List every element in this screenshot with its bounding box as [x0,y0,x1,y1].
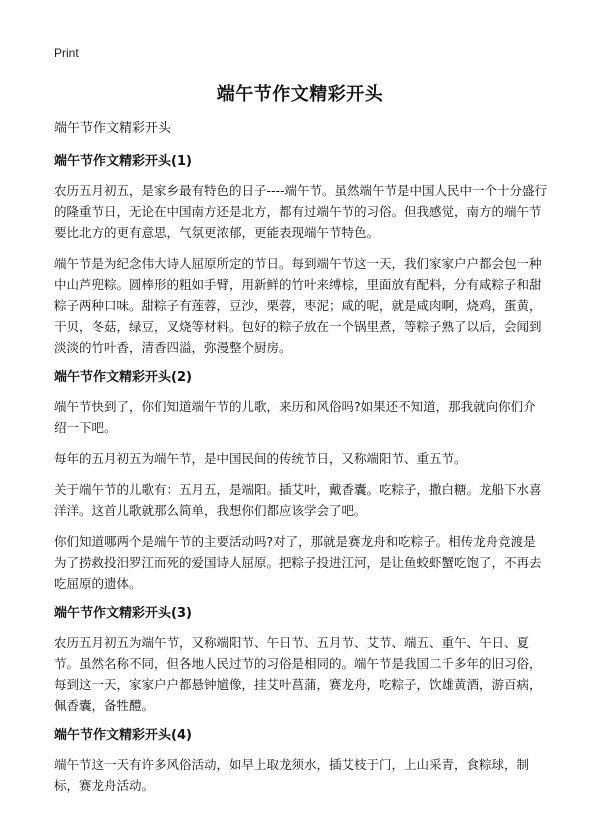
section-1 [54,152,548,358]
section-heading: 端午节作文精彩开头(1) [54,154,192,169]
page-title: 端午节作文精彩开头 [216,84,384,105]
paragraph: 你们知道哪两个是端午节的主要活动吗?对了，那就是赛龙舟和吃粽子。相传龙舟竞渡是为了捞救投汨罗江而死的爱国诗人屈原。把粽子投进江河，是让鱼蛟虾蟹吃饱了，不再去吃屈原的遗体。 [54,534,542,591]
document-content [54,118,548,806]
section-heading: 端午节作文精彩开头(3) [54,606,192,621]
paragraph: 关于端午节的儿歌有：五月五，是端阳。插艾叶，戴香囊。吃粽子，撒白糖。龙船下水喜洋洋。这首儿歌就那么简单，我想你们都应该学会了吧。 [54,482,542,518]
paragraph: 每年的五月初五为端午节，是中国民间的传统节日，又称端阳节、重五节。 [54,451,467,466]
paragraph: 农历五月初五，是家乡最有特色的日子----端午节。虽然端午节是中国人民中一个十分盛行的隆重节日，无论在中国南方还是北方，都有过端午节的习俗。但我感觉，南方的端午节要比北方的更有意思，气氛更浓郁，更能表现端午节特色。 [54,183,548,240]
section-3 [54,604,548,716]
section-4 [54,726,548,796]
paragraph: 端午节是为纪念伟大诗人屈原所定的节日。每到端午节这一天，我们家家户户都会包一种中山芦兜粽。圆棒形的粗如手臂，用新鲜的竹叶来缚棕，里面放有配料，分有咸粽子和甜粽子两种口味。甜粽子有莲蓉，豆沙，栗蓉，枣泥；咸的呢，就是咸肉啊，烧鸡，蛋黄，干贝，冬菇，绿豆，叉烧等材料。包好的粽子放在一个锅里煮，等粽子熟了以后，会闻到淡淡的竹叶香，清香四溢，弥漫整个厨房。 [54,256,542,355]
section-2 [54,368,548,594]
document-subtitle: 端午节作文精彩开头 [54,121,172,136]
paragraph: 农历五月初五为端午节，又称端阳节、午日节、五月节、艾节、端五、重午、午日、夏节。虽然名称不同，但各地人民过节的习俗是相同的。端午节是我国二千多年的旧习俗，每到这一天，家家户户都悬钟馗像，挂艾叶菖蒲，赛龙舟，吃粽子，饮雄黄酒，游百病，佩香囊，备牲醴。 [54,635,542,713]
section-heading: 端午节作文精彩开头(2) [54,370,192,385]
paragraph: 端午节快到了，你们知道端午节的儿歌，来历和风俗吗?如果还不知道，那我就向你们介绍一下吧。 [54,399,536,435]
print-link[interactable]: Print [54,46,79,60]
section-heading: 端午节作文精彩开头(4) [54,728,192,743]
paragraph: 端午节这一天有许多风俗活动，如早上取龙须水，插艾枝于门，上山采青，食粽球，制标，赛龙舟活动。 [54,757,530,793]
